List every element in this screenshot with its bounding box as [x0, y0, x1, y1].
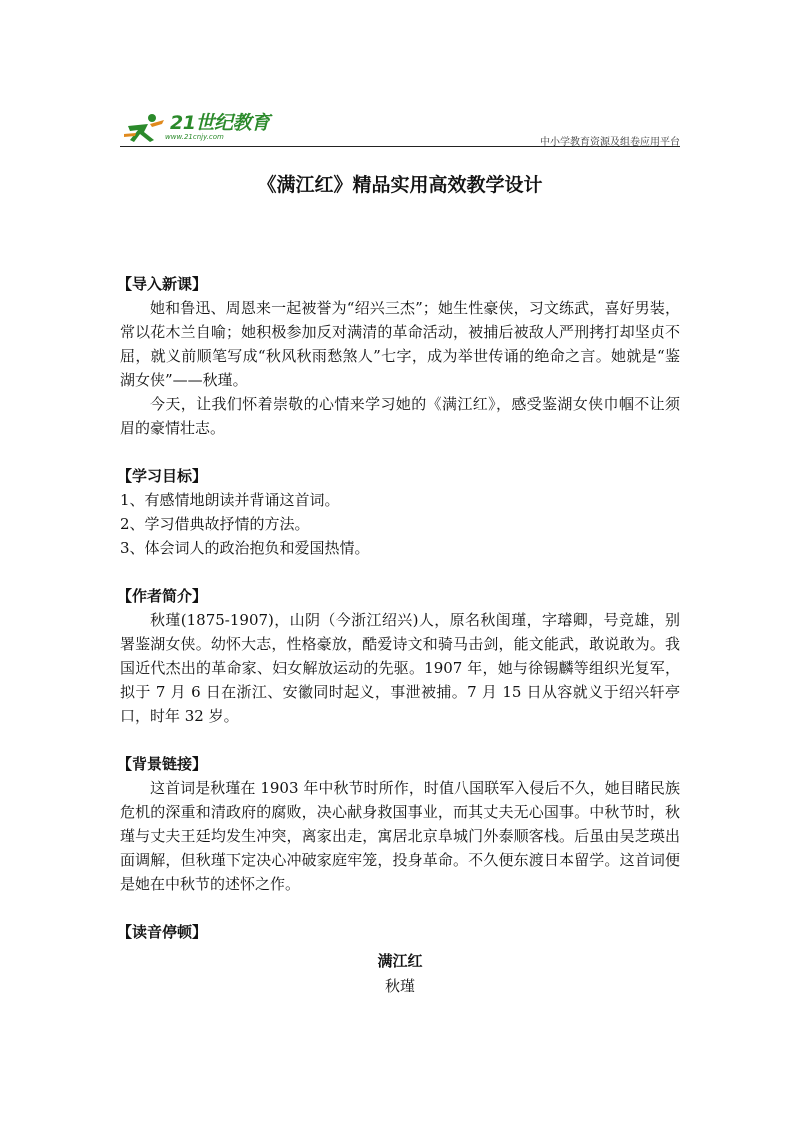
background-paragraph: 这首词是秋瑾在 1903 年中秋节时所作，时值八国联军入侵后不久，她目睹民族危机的深重和清政府的腐败，决心献身救国事业，而其丈夫无心国事。中秋节时，秋瑾与丈夫王廷均发生冲突，离家出走，寓居北京阜城门外泰顺客栈。后虽由吴芝瑛出面调解，但秋瑾下定决心冲破家庭牢笼，投身革命。不久便东渡日本留学。这首词便是她在中秋节的述怀之作。: [120, 779, 680, 893]
goal-item: 2、学习借典故抒情的方法。: [120, 515, 310, 533]
goal-item: 1、有感情地朗读并背诵这首词。: [120, 491, 340, 509]
section-heading-goals: 【学习目标】: [117, 467, 208, 485]
document-body: [117, 272, 680, 998]
header-divider: [120, 146, 680, 147]
poem-title: 满江红: [377, 952, 423, 970]
intro-paragraph-1: 她和鲁迅、周恩来一起被誉为“绍兴三杰”；她生性豪侠，习文练武，喜好男装，常以花木兰自喻；她积极参加反对满清的革命活动，被捕后被敌人严刑拷打却坚贞不屈，就义前顺笔写成“秋风秋雨愁煞人”七字，成为举世传诵的绝命之言。她就是“鉴湖女侠”——秋瑾。: [120, 299, 680, 389]
logo-url: www.21cnjy.com: [165, 133, 224, 141]
section-heading-reading: 【读音停顿】: [117, 923, 208, 941]
page-title: 《满江红》精品实用高效教学设计: [257, 174, 543, 196]
intro-paragraph-2: 今天，让我们怀着崇敬的心情来学习她的《满江红》，感受鉴湖女侠巾帼不让须眉的豪情壮志。: [120, 395, 680, 437]
author-paragraph: 秋瑾(1875-1907)，山阴（今浙江绍兴)人，原名秋闺瑾，字璿卿，号竞雄，别署鉴湖女侠。幼怀大志，性格豪放，酷爱诗文和骑马击剑，能文能武，敢说敢为。我国近代杰出的革命家、妇女解放运动的先驱。1907 年，她与徐锡麟等组织光复军，拟于 7 月 6 日在浙江、安徽同时起义，事泄被捕。7 月 15 日从容就义于绍兴轩亭口，时年 32 岁。: [120, 611, 680, 725]
section-heading-intro: 【导入新课】: [117, 275, 208, 293]
goal-item: 3、体会词人的政治抱负和爱国热情。: [120, 539, 370, 557]
header-tagline: 中小学教育资源及组卷应用平台: [540, 137, 680, 148]
logo-wordmark: 21世纪教育: [170, 112, 270, 134]
poem-author: 秋瑾: [384, 977, 415, 995]
runner-logo-icon: [122, 112, 172, 148]
section-heading-background: 【背景链接】: [117, 755, 208, 773]
section-heading-author: 【作者简介】: [117, 587, 208, 605]
